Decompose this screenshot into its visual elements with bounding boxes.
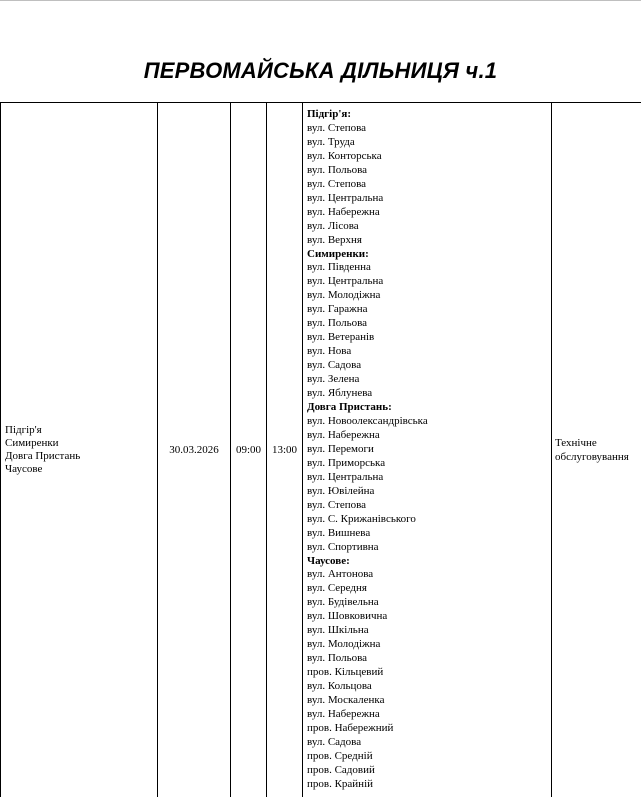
street-item: вул. Степова <box>307 177 367 190</box>
street-item: вул. Конторська <box>307 149 382 162</box>
street-item: вул. Шовковична <box>307 610 388 623</box>
street-item: вул. Центральна <box>307 470 384 483</box>
work-type-line: Технічне <box>555 437 597 449</box>
settlement-group-header: Чаусове: <box>307 554 350 567</box>
outage-table <box>0 102 641 797</box>
street-item: вул. Садова <box>307 735 362 748</box>
street-item: вул. Центральна <box>307 191 384 204</box>
street-item: вул. Молодіжна <box>307 638 381 651</box>
street-item: вул. Верхня <box>307 233 362 246</box>
street-item: вул. Ветеранів <box>307 331 375 344</box>
end-time-value: 13:00 <box>271 443 298 456</box>
street-item: вул. Труда <box>307 135 355 148</box>
street-item: вул. Лісова <box>307 219 359 232</box>
date-value: 30.03.2026 <box>169 443 219 456</box>
settlement: Довга Пристань <box>5 450 81 462</box>
settlement: Підгір'я <box>5 424 42 436</box>
street-item: вул. Садова <box>307 359 362 372</box>
start-time-value: 09:00 <box>235 443 262 456</box>
street-item: вул. Приморська <box>307 456 386 469</box>
settlement-group-header: Симиренки: <box>307 247 369 260</box>
settlement-group-header: Підгір'я: <box>307 108 352 120</box>
work-type-line: обслуговування <box>555 451 629 463</box>
streets-list <box>307 108 428 792</box>
street-item: вул. Молодіжна <box>307 289 381 302</box>
street-item: вул. Новоолександрівська <box>307 414 428 427</box>
settlements-cell <box>0 103 158 797</box>
street-item: вул. Південна <box>307 261 371 274</box>
street-item: пров. Крайній <box>307 777 374 790</box>
street-item: пров. Кільцевий <box>307 666 384 679</box>
street-item: вул. Антонова <box>307 568 374 581</box>
street-item: пров. Садовий <box>307 763 375 776</box>
street-item: вул. Перемоги <box>307 442 374 455</box>
street-item: вул. Польова <box>307 317 368 330</box>
street-item: вул. Зелена <box>307 373 360 386</box>
street-item: вул. Ювілейна <box>307 484 375 497</box>
street-item: вул. Польова <box>307 652 368 665</box>
street-item: вул. Степова <box>307 121 367 134</box>
start-time-cell <box>231 103 267 797</box>
street-item: вул. Кольцова <box>307 680 372 693</box>
street-item: вул. Середня <box>307 582 367 595</box>
settlement-group-header: Довга Пристань: <box>307 401 392 414</box>
work-type-cell <box>552 103 641 797</box>
street-item: вул. Будівельна <box>307 596 379 609</box>
street-item: вул. Яблунева <box>307 387 373 400</box>
top-border <box>0 0 641 1</box>
date-cell <box>158 103 231 797</box>
street-item: вул. Польова <box>307 163 368 176</box>
settlement: Чаусове <box>5 463 43 475</box>
street-item: вул. Степова <box>307 498 367 511</box>
street-item: вул. Гаражна <box>307 303 368 316</box>
street-item: вул. Центральна <box>307 275 384 288</box>
street-item: пров. Набережний <box>307 721 394 734</box>
settlement: Симиренки <box>5 437 59 449</box>
streets-cell <box>303 103 552 797</box>
street-item: вул. Набережна <box>307 707 380 720</box>
street-item: пров. Средній <box>307 749 373 762</box>
street-item: вул. Набережна <box>307 428 380 441</box>
street-item: вул. Москаленка <box>307 694 385 707</box>
street-item: вул. Вишнева <box>307 526 371 539</box>
street-item: вул. Шкільна <box>307 624 369 637</box>
street-item: вул. С. Крижанівського <box>307 512 416 525</box>
street-item: вул. Набережна <box>307 205 380 218</box>
end-time-cell <box>267 103 303 797</box>
page-title: ПЕРВОМАЙСЬКА ДІЛЬНИЦЯ ч.1 <box>143 58 498 83</box>
street-item: вул. Нова <box>307 345 352 358</box>
street-item: вул. Спортивна <box>307 540 379 553</box>
